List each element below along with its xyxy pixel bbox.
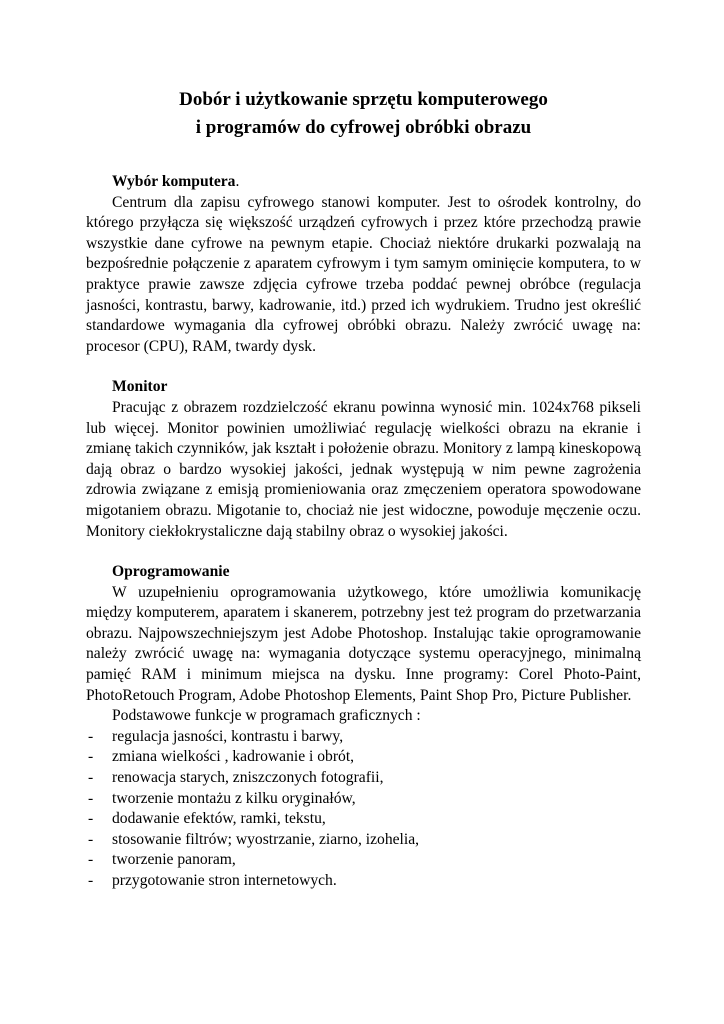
title-line-1: Dobór i użytkowanie sprzętu komputerowego [179, 89, 548, 110]
list-item: - regulacja jasności, kontrastu i barwy, [88, 727, 344, 745]
list-item: - tworzenie panoram, [88, 851, 236, 869]
document-page [86, 86, 641, 892]
section-computer [86, 172, 641, 357]
functions-list-intro: Podstawowe funkcje w programach graficznych : [112, 707, 421, 725]
section-text-software: W uzupełnieniu oprogramowania użytkowego, które umożliwia komunikację między komputerem, aparatem i skanerem, potrzebny jest też program do przetwarzania obrazu. Najpowszechniejszym jest Adobe Photoshop. Instalując takie oprogramowanie należy zwrócić uwagę na: wymagania dotyczące systemu operacyjnego, minimalną pamięć RAM i minimum miejsca na dysku. Inne programy: Corel Photo-Paint, PhotoRetouch Program, Adobe Photoshop Elements, Paint Shop Pro, Picture Publisher. [86, 583, 641, 704]
document-title [86, 86, 641, 142]
section-heading-computer: Wybór komputera. [112, 173, 240, 190]
section-heading-software: Oprogramowanie [112, 563, 230, 581]
list-item: - tworzenie montażu z kilku oryginałów, [88, 789, 356, 807]
section-text-computer: Centrum dla zapisu cyfrowego stanowi komputer. Jest to ośrodek kontrolny, do którego przyłącza się większość urządzeń cyfrowych i przez które przechodzą prawie wszystkie dane cyfrowe na pewnym etapie. Chociaż niektóre drukarki pozwalają na bezpośrednie połączenie z aparatem cyfrowym i tym samym ominięcie komputera, to w praktyce prawie zawsze zdjęcia cyfrowe trzeba poddać pewnej obróbce (regulacja jasności, kontrastu, barwy, kadrowanie, itd.) przed ich wydrukiem. Trudno jest określić standardowe wymagania dla cyfrowej obróbki obrazu. Należy zwrócić uwagę na: procesor (CPU), RAM, twardy dysk. [86, 193, 641, 355]
section-heading-monitor: Monitor [112, 378, 168, 396]
list-item: - zmiana wielkości , kadrowanie i obrót, [88, 748, 355, 766]
section-text-monitor: Pracując z obrazem rozdzielczość ekranu powinna wynosić min. 1024x768 pikseli lub więcej. Monitor powinien umożliwiać regulację wielkości obrazu na ekranie i zmianę takich czynników, jak kształt i położenie obrazu. Monitory z lampą kineskopową dają obraz o bardzo wysokiej jakości, jednak występują w nim pewne zagrożenia zdrowia związane z emisją promieniowania oraz zmęczeniem operatora spowodowane migotaniem obrazu. Migotanie to, chociaż nie jest widoczne, powoduje męczenie oczu. Monitory ciekłokrystaliczne dają stabilny obraz o wysokiej jakości. [86, 398, 641, 540]
list-item: - przygotowanie stron internetowych. [88, 872, 337, 889]
list-item: - dodawanie efektów, ramki, tekstu, [88, 810, 326, 828]
title-line-2: i programów do cyfrowej obróbki obrazu [195, 117, 532, 138]
section-software [86, 562, 641, 892]
functions-list [86, 727, 641, 892]
list-item: - stosowanie filtrów; wyostrzanie, ziarno, izohelia, [88, 830, 420, 848]
section-monitor [86, 377, 641, 542]
list-item: - renowacja starych, zniszczonych fotografii, [88, 769, 384, 787]
